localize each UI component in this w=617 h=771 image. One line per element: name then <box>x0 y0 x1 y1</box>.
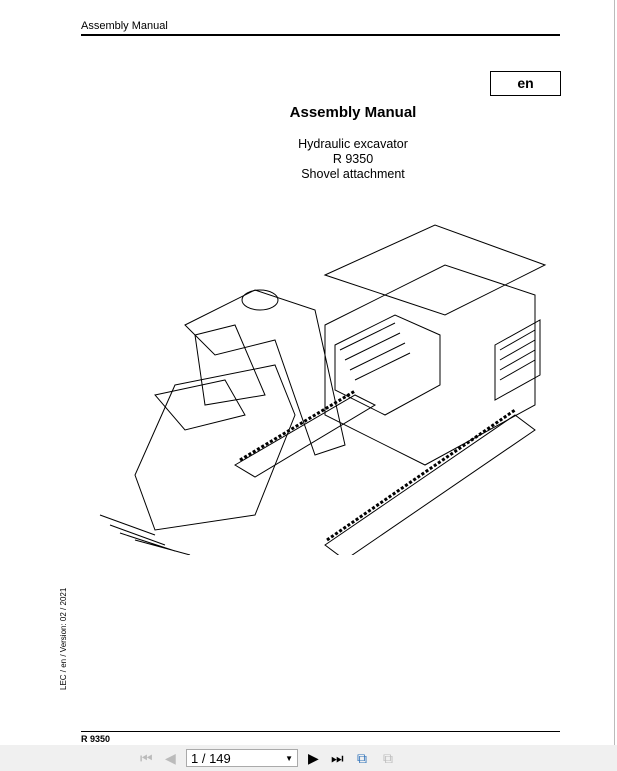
header-rule <box>81 34 560 36</box>
fit-page-icon[interactable]: ⧉ <box>357 750 367 766</box>
next-page-icon[interactable]: ▶ <box>308 750 319 766</box>
previous-page-icon[interactable]: ◀ <box>165 750 176 766</box>
running-header: Assembly Manual <box>81 20 168 32</box>
subtitle-line-3: Shovel attachment <box>301 167 405 181</box>
version-note: LEC / en / Version: 02 / 2021 <box>59 587 68 690</box>
language-box: en <box>490 71 561 96</box>
subtitle-line-2: R 9350 <box>332 152 374 166</box>
first-page-icon[interactable]: ⏮ <box>140 750 153 766</box>
subtitle-line-1: Hydraulic excavator <box>298 137 408 151</box>
excavator-illustration <box>95 215 550 555</box>
last-page-icon[interactable]: ⏭ <box>331 750 344 766</box>
fit-width-icon[interactable]: ⧉ <box>383 750 393 766</box>
chevron-down-icon: ▼ <box>285 754 293 763</box>
footer-rule <box>81 731 560 732</box>
page-display: 1 / 149 <box>191 751 231 766</box>
document-title: Assembly Manual <box>289 104 417 121</box>
page-selector[interactable] <box>186 749 298 767</box>
viewer-toolbar <box>0 745 617 771</box>
footer-model: R 9350 <box>81 734 111 744</box>
